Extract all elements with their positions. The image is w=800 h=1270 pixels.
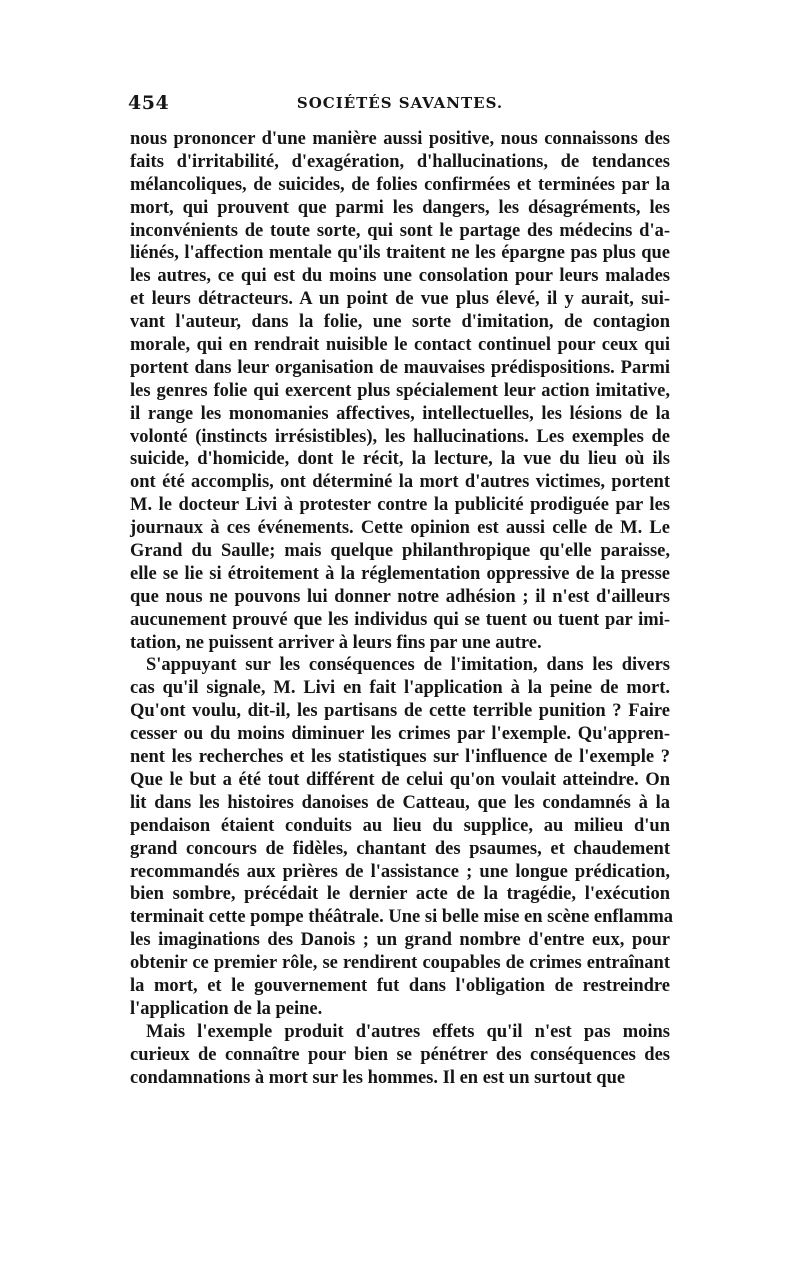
text-line: les imaginations des Danois ; un grand nombre d'entre eux, pour — [130, 930, 670, 951]
text-line: bien sombre, précédait le dernier acte de la tragédie, l'exécution — [130, 884, 670, 905]
text-line: suicide, d'homicide, dont le récit, la lecture, la vue du lieu où ils — [130, 449, 670, 470]
text-line: Qu'ont voulu, dit-il, les partisans de cette terrible punition ? Faire — [130, 701, 670, 722]
paragraph — [130, 1021, 670, 1090]
text-line: lit dans les histoires danoises de Catteau, que les condamnés à la — [130, 792, 670, 813]
text-line: curieux de connaître pour bien se pénétrer des conséquences des — [130, 1044, 670, 1065]
text-line: portent dans leur organisation de mauvaises prédispositions. Parmi — [130, 357, 670, 378]
text-line: il range les monomanies affectives, intellectuelles, les lésions de la — [130, 403, 670, 424]
text-line: nous prononcer d'une manière aussi positive, nous connaissons des — [130, 129, 670, 149]
text-line: mort, qui prouvent que parmi les dangers, les désagréments, les — [130, 197, 670, 218]
text-line: pendaison étaient conduits au lieu du supplice, au milieu d'un — [130, 815, 670, 836]
text-line: terminait cette pompe théâtrale. Une si belle mise en scène enflamma — [130, 907, 674, 928]
body-text — [130, 128, 674, 1089]
text-line: obtenir ce premier rôle, se rendirent coupables de crimes entraînant — [130, 953, 670, 974]
text-line: nent les recherches et les statistiques sur l'influence de l'exemple ? — [130, 747, 670, 768]
text-line: elle se lie si étroitement à la réglementation oppressive de la presse — [130, 563, 670, 584]
text-line: Mais l'exemple produit d'autres effets qu'il n'est pas moins — [146, 1021, 670, 1042]
page-number: 454 — [128, 92, 170, 114]
text-line: les genres folie qui exercent plus spécialement leur action imitative, — [130, 380, 670, 401]
text-line: inconvénients de toute sorte, qui sont le partage des médecins d'a- — [130, 220, 670, 241]
text-line: grand concours de fidèles, chantant des psaumes, et chaudement — [130, 838, 670, 859]
text-line: ont été accomplis, ont déterminé la mort d'autres victimes, portent — [130, 472, 670, 493]
text-line: Grand du Saulle; mais quelque philanthropique qu'elle paraisse, — [130, 541, 670, 562]
text-line: les autres, ce qui est du moins une consolation pour leurs malades — [130, 266, 670, 287]
paragraph — [130, 654, 674, 1020]
text-line: volonté (instincts irrésistibles), les hallucinations. Les exemples de — [130, 426, 670, 447]
text-line: cesser ou du moins diminuer les crimes par l'exemple. Qu'appren- — [130, 724, 670, 745]
text-line: recommandés aux prières de l'assistance ; une longue prédication, — [130, 861, 670, 882]
text-line: liénés, l'affection mentale qu'ils traitent ne les épargne pas plus que — [130, 243, 670, 264]
text-line: mélancoliques, de suicides, de folies confirmées et terminées par la — [130, 174, 670, 195]
text-line: condamnations à mort sur les hommes. Il en est un surtout que — [130, 1067, 626, 1088]
text-line: M. le docteur Livi à protester contre la publicité prodiguée par les — [130, 495, 670, 516]
text-line: la mort, et le gouvernement fut dans l'obligation de restreindre — [130, 975, 670, 996]
text-line: S'appuyant sur les conséquences de l'imitation, dans les divers — [146, 655, 670, 676]
text-line: Que le but a été tout différent de celui qu'on voulait atteindre. On — [130, 769, 670, 790]
text-line: cas qu'il signale, M. Livi en fait l'application à la peine de mort. — [130, 678, 670, 699]
text-line: et leurs détracteurs. A un point de vue plus élevé, il y aurait, sui- — [130, 289, 670, 310]
text-line: vant l'auteur, dans la folie, une sorte d'imitation, de contagion — [130, 312, 670, 333]
text-line: journaux à ces événements. Cette opinion est aussi celle de M. Le — [130, 518, 670, 539]
text-line: morale, qui en rendrait nuisible le contact continuel pour ceux qui — [130, 335, 670, 356]
text-line: aucunement prouvé que les individus qui se tuent ou tuent par imi- — [130, 609, 670, 630]
text-line: l'application de la peine. — [130, 998, 323, 1019]
running-head — [128, 92, 672, 116]
running-title: SOCIÉTÉS SAVANTES. — [296, 94, 504, 112]
text-line: tation, ne puissent arriver à leurs fins par une autre. — [130, 632, 542, 653]
text-line: faits d'irritabilité, d'exagération, d'hallucinations, de tendances — [130, 151, 670, 172]
text-line: que nous ne pouvons lui donner notre adhésion ; il n'est d'ailleurs — [130, 586, 670, 607]
paragraph — [130, 128, 670, 654]
